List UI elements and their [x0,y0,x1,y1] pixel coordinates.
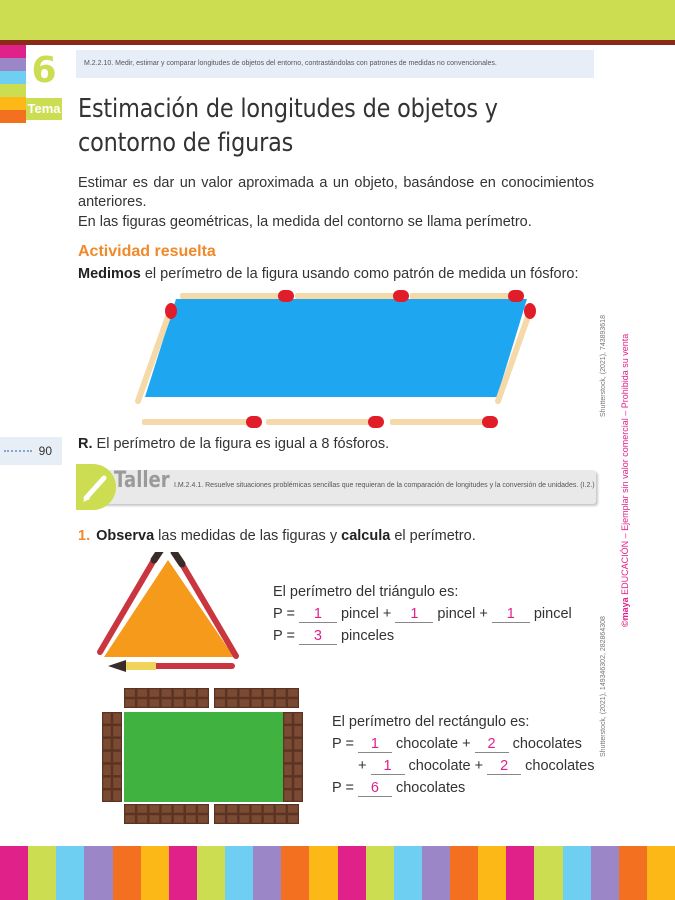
color-stripe [84,846,112,900]
color-stripe [197,846,225,900]
answer-field: 1 [395,606,433,623]
color-stripe [534,846,562,900]
brush-triangle [96,552,246,674]
triangle-perimeter-calc [273,581,572,647]
color-stripe [394,846,422,900]
exercise-verb-1: Observa [96,528,155,544]
unit-text: pincel + [336,606,396,622]
curriculum-standard: M.2.2.10. Medir, estimar y comparar longitudes de objetos del entorno, contrastándolas con patrones de medidas no convencionales. [76,50,594,78]
match-bottom-1 [142,416,262,428]
color-stripe [647,846,675,900]
rectangle-perimeter-calc [332,711,594,799]
color-stripe [450,846,478,900]
exercise-text-1: las medidas de las figuras y [154,528,342,544]
plus-sign: + [358,758,371,774]
exercise-text-2: el perímetro. [390,528,476,544]
intro-paragraph-1: Estimar es dar un valor aproximada a un objeto, basándose en conocimientos anteriores. [78,175,594,210]
color-stripe [0,846,28,900]
page-number-dots [4,450,32,452]
p-label: P = [332,736,358,752]
answer-field: 1 [299,606,337,623]
brush-bottom [108,660,232,672]
color-stripe [309,846,337,900]
chocolate-bar [102,712,122,802]
color-stripe [563,846,591,900]
publisher-logo: ©maya [620,597,630,627]
answer-field: 2 [487,758,521,775]
page-number: 90 [38,444,52,458]
matchstick-parallelogram [130,285,540,430]
color-stripe [281,846,309,900]
publisher-notice-text: EDUCACIÓN – Ejemplar sin valor comercial – Prohibida su venta [620,333,630,598]
tema-number: 6 [31,50,57,91]
answer-text: El perímetro de la figura es igual a 8 fósforos. [92,436,390,452]
chocolate-bar [214,688,299,708]
rect-calc-heading: El perímetro del rectángulo es: [332,714,530,730]
color-stripe [225,846,253,900]
unit-text: pincel [529,606,572,622]
tema-badge [26,48,62,123]
triangle-calc-line-2 [273,625,572,647]
color-stripe [169,846,197,900]
chocolate-bar [124,688,209,708]
exercise-number: 1. [78,528,91,544]
color-stripe [56,846,84,900]
unit-text: chocolate + [404,758,488,774]
intro-paragraph-2: En las figuras geométricas, la medida del contorno se llama perímetro. [78,214,532,230]
side-color-stripes [0,45,26,125]
activity-instruction [78,266,579,282]
answer-field: 6 [358,780,392,797]
rect-calc-line-1 [332,733,594,755]
exercise-1-instruction [78,528,476,544]
photo-credit-2: Shutterstock, (2021), 149346302, 282864308 [600,616,607,757]
answer-field: 1 [492,606,530,623]
tema-label: Tema [26,98,62,120]
publisher-notice [620,334,630,627]
color-stripe [28,846,56,900]
rect-calc-line-3 [332,777,594,799]
top-color-band [0,0,675,40]
instruction-verb: Medimos [78,266,141,282]
activity-answer [78,436,389,452]
unit-text: chocolates [391,780,466,796]
color-stripe [478,846,506,900]
blue-parallelogram [145,299,527,397]
taller-bar [96,470,596,504]
color-stripe [591,846,619,900]
color-stripe [141,846,169,900]
color-stripe [506,846,534,900]
instruction-text: el perímetro de la figura usando como patrón de medida un fósforo: [140,266,579,282]
unit-text: chocolates [521,758,595,774]
green-rectangle [124,712,302,802]
unit-text: pinceles [336,628,395,644]
triangle-calc-line-1 [273,603,572,625]
match-bottom-3 [390,416,498,428]
bottom-color-stripes [0,846,675,900]
p-label: P = [332,780,358,796]
chocolate-bar [124,804,209,824]
taller-label: Taller [114,468,170,493]
answer-mark: R. [78,436,93,452]
color-stripe [338,846,366,900]
exercise-verb-2: calcula [341,528,391,544]
color-stripe [113,846,141,900]
taller-indicator: I.M.2.4.1. Resuelve situaciones problémicas sencillas que requieran de la comparación de longitudes y la conversión de unidades. (I.2.) [174,482,595,489]
match-bottom-2 [266,416,384,428]
top-rule [0,40,675,45]
unit-text: pincel + [433,606,492,622]
chocolate-bar [283,712,303,802]
p-label: P = [273,606,299,622]
color-stripe [422,846,450,900]
answer-field: 3 [299,628,337,645]
chocolate-bar [214,804,299,824]
taller-banner [76,464,596,510]
unit-text: chocolates [508,736,582,752]
color-stripe [366,846,394,900]
color-stripe [619,846,647,900]
answer-field: 1 [371,758,405,775]
page-title: Estimación de longitudes de objetos y contorno de figuras [78,94,498,158]
color-stripe [253,846,281,900]
rect-calc-line-2 [332,755,594,777]
triangle-calc-heading: El perímetro del triángulo es: [273,584,459,600]
photo-credit-1: Shutterstock, (2021), 743893618 [600,315,607,417]
p-label: P = [273,628,299,644]
page-number-tab [0,437,62,465]
answer-field: 1 [358,736,392,753]
answer-field: 2 [475,736,509,753]
chocolate-rectangle [100,686,305,828]
unit-text: chocolate + [391,736,475,752]
activity-title: Actividad resuelta [78,243,216,260]
